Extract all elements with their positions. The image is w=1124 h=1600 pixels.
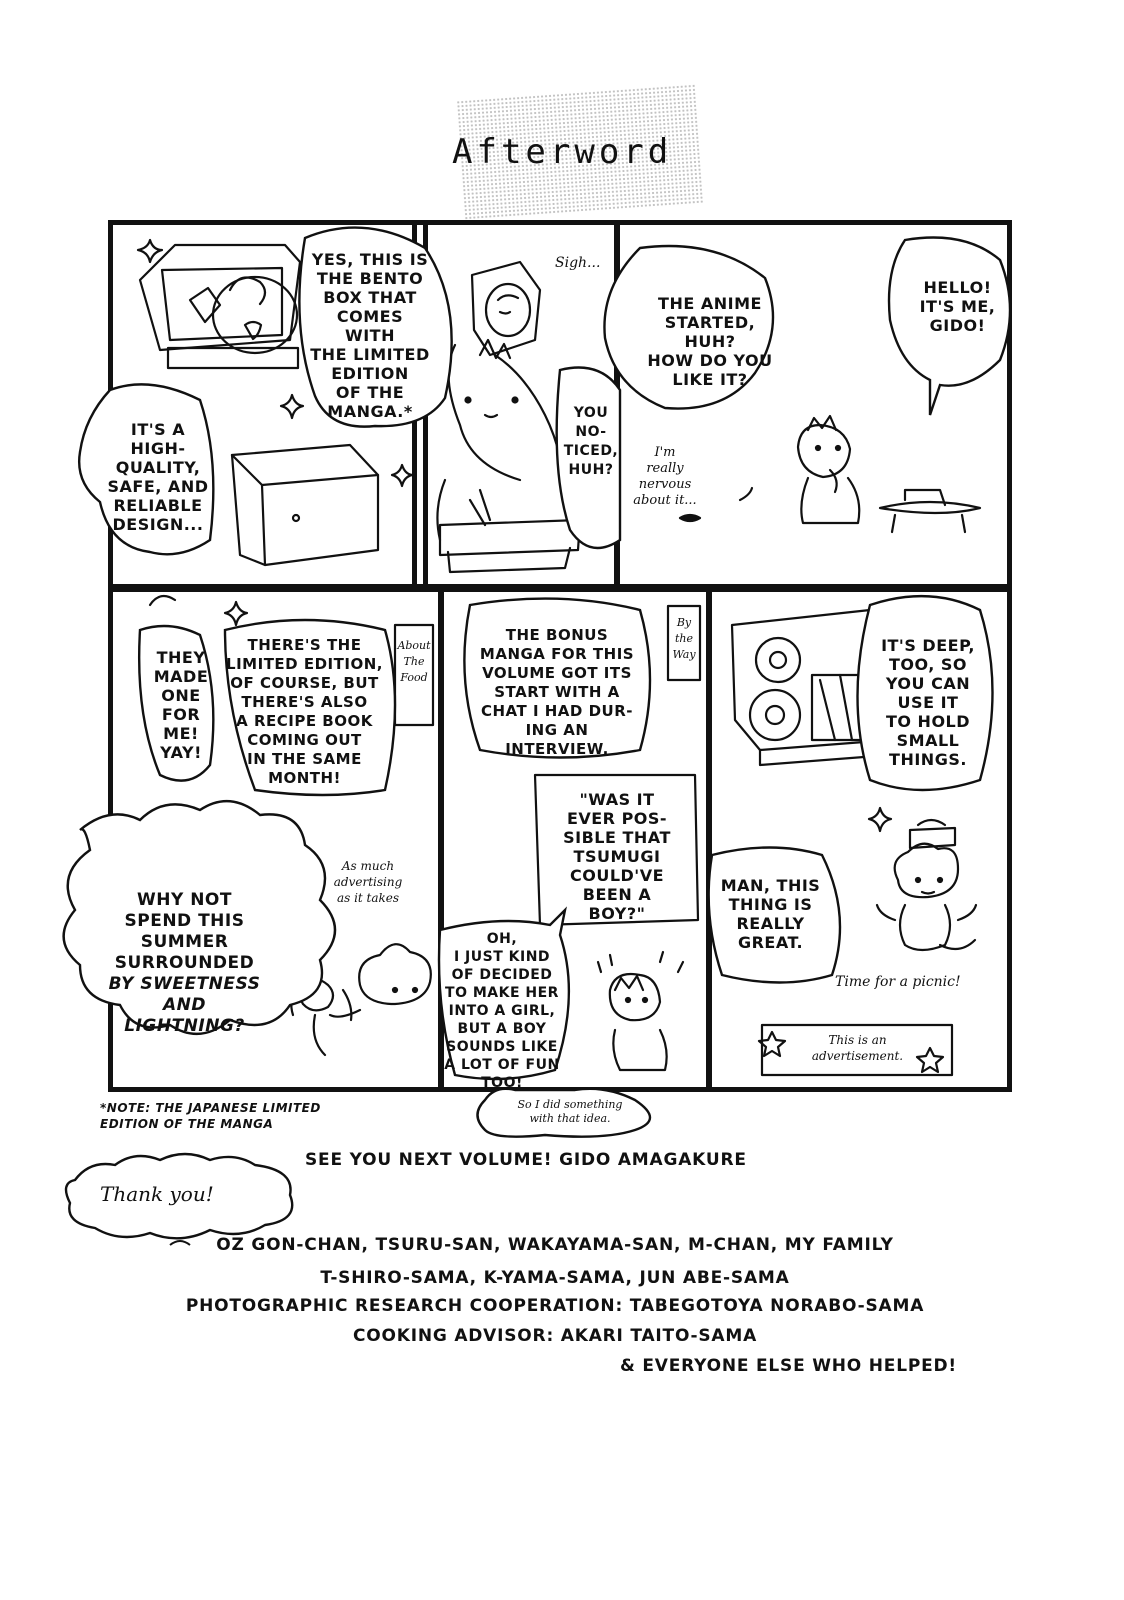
p6-ad: This is an advertisement.: [811, 1033, 904, 1063]
p3-bubble-hello: HELLO! IT'S ME, GIDO!: [919, 278, 996, 335]
thank-you: Thank you!: [100, 1182, 214, 1206]
p4-advertising: As much advertising as it takes: [333, 859, 403, 905]
p2-bubble: YOU NO- TICED, HUH?: [563, 405, 619, 478]
see-you-line: SEE YOU NEXT VOLUME! GIDO AMAGAKURE: [305, 1150, 747, 1170]
p3-nervous: I'm really nervous about it...: [633, 445, 697, 508]
credits-line-5: & EVERYONE ELSE WHO HELPED!: [620, 1356, 957, 1376]
p2-sigh: Sigh...: [555, 255, 601, 271]
page-note: *NOTE: THE JAPANESE LIMITED EDITION OF THE MANGA: [100, 1101, 321, 1131]
credits-line-4: COOKING ADVISOR: AKARI TAITO-SAMA: [352, 1326, 758, 1346]
p5-below: So I did something with that idea.: [517, 1098, 623, 1125]
p4-bubble-they: THEY MADE ONE FOR ME! YAY!: [153, 648, 209, 762]
credits-line-3: PHOTOGRAPHIC RESEARCH COOPERATION: TABEGOTOYA NORABO-SAMA: [185, 1296, 925, 1316]
page-title: Afterword: [452, 132, 673, 172]
p6-bubble-man: MAN, THIS THING IS REALLY GREAT.: [720, 876, 821, 952]
p5-bubble-oh: OH, I JUST KIND OF DECIDED TO MAKE HER INTO A GIRL, BUT A BOY SOUNDS LIKE A LOT OF FUN TOO!: [444, 931, 560, 1091]
credits-line-2: T-SHIRO-SAMA, K-YAMA-SAMA, JUN ABE-SAMA: [320, 1268, 790, 1288]
p4-bubble-limited: THERE'S THE LIMITED EDITION, OF COURSE, BUT THERE'S ALSO A RECIPE BOOK COMING OUT IN THE SAME MONTH!: [226, 636, 383, 787]
p1-bubble-main: YES, THIS IS THE BENTO BOX THAT COMES WITH THE LIMITED EDITION OF THE MANGA.*: [310, 250, 430, 421]
p4-cloud: WHY NOT SPEND THIS SUMMER SURROUNDED BY SWEETNESS AND LIGHTNING?: [108, 890, 261, 1036]
p5-tab: By the Way: [672, 616, 696, 661]
p6-bubble-deep: IT'S DEEP, TOO, SO YOU CAN USE IT TO HOLD SMALL THINGS.: [881, 636, 975, 769]
credits-line-1: OZ GON-CHAN, TSURU-SAN, WAKAYAMA-SAN, M-CHAN, MY FAMILY: [216, 1235, 894, 1255]
p4-tab: About The Food: [397, 639, 431, 684]
p6-picnic: Time for a picnic!: [835, 974, 961, 990]
p5-bubble-bonus: THE BONUS MANGA FOR THIS VOLUME GOT ITS START WITH A CHAT I HAD DUR- ING AN INTERVIEW.: [479, 626, 635, 758]
p3-bubble-anime: THE ANIME STARTED, HUH? HOW DO YOU LIKE IT?: [647, 294, 773, 389]
p5-quote: "WAS IT EVER POS- SIBLE THAT TSUMUGI COULD'VE BEEN A BOY?": [563, 790, 671, 923]
p1-bubble-quality: IT'S A HIGH- QUALITY, SAFE, AND RELIABLE DESIGN...: [107, 420, 209, 534]
